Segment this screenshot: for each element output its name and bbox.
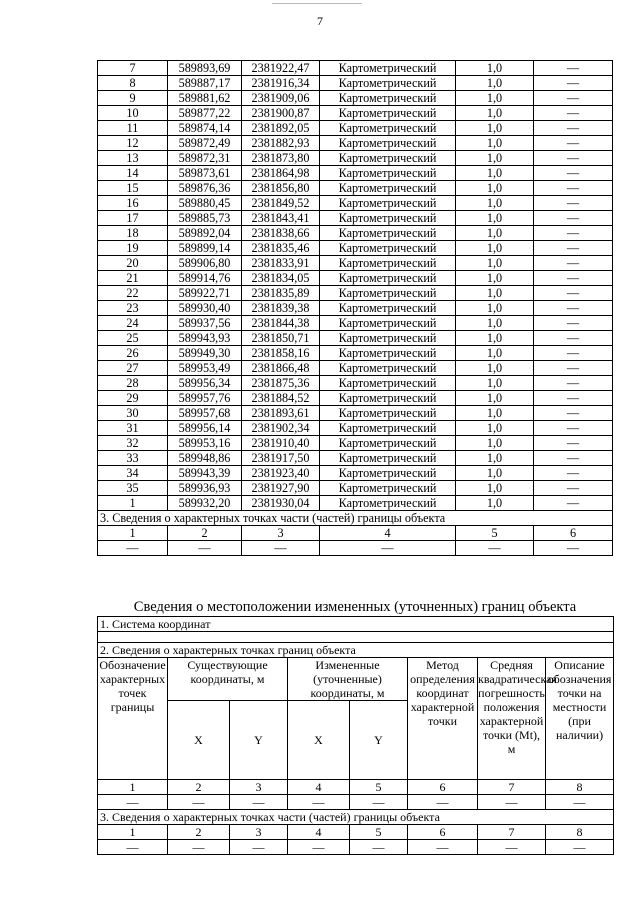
x-coordinate: 589877,22 [168, 106, 242, 121]
accuracy: 1,0 [456, 301, 534, 316]
description: — [534, 256, 613, 271]
accuracy: 1,0 [456, 151, 534, 166]
y-coordinate: 2381892,05 [242, 121, 320, 136]
s3-dash: — [320, 541, 456, 556]
description: — [534, 121, 613, 136]
y-coordinate: 2381902,34 [242, 421, 320, 436]
description: — [534, 151, 613, 166]
point-number: 22 [98, 286, 168, 301]
accuracy: 1,0 [456, 196, 534, 211]
b2-s3-dash: — [98, 840, 168, 855]
x-coordinate: 589880,45 [168, 196, 242, 211]
point-number: 21 [98, 271, 168, 286]
method: Картометрический [320, 151, 456, 166]
header-y-existing: Y [230, 701, 288, 780]
method: Картометрический [320, 406, 456, 421]
table-row [98, 196, 613, 211]
section3-title: 3. Сведения о характерных точках части (частей) границы объекта [98, 511, 613, 526]
y-coordinate: 2381835,46 [242, 241, 320, 256]
point-number: 34 [98, 466, 168, 481]
y-coordinate: 2381844,38 [242, 316, 320, 331]
coordinates-table-body [98, 61, 613, 511]
method: Картометрический [320, 436, 456, 451]
header-row [98, 658, 614, 701]
table-row [98, 241, 613, 256]
description: — [534, 346, 613, 361]
header-accuracy: Средняя квадратическая погрешность положения характерной точки (Mt), м [478, 658, 546, 780]
table-row [98, 181, 613, 196]
s3-num: 5 [456, 526, 534, 541]
b2-s3-num: 5 [350, 825, 408, 840]
y-coordinate: 2381849,52 [242, 196, 320, 211]
col-number: 2 [168, 780, 230, 795]
method: Картометрический [320, 211, 456, 226]
method: Картометрический [320, 466, 456, 481]
dash-cell: — [168, 795, 230, 810]
dash-cell: — [350, 795, 408, 810]
point-number: 29 [98, 391, 168, 406]
accuracy: 1,0 [456, 106, 534, 121]
point-number: 12 [98, 136, 168, 151]
s3-dash: — [168, 541, 242, 556]
description: — [534, 136, 613, 151]
header-existing-coords: Существующие координаты, м [168, 658, 288, 701]
accuracy: 1,0 [456, 61, 534, 76]
y-coordinate: 2381858,16 [242, 346, 320, 361]
y-coordinate: 2381923,40 [242, 466, 320, 481]
table-row [98, 406, 613, 421]
method: Картометрический [320, 361, 456, 376]
spacer-cell [98, 632, 614, 643]
changed-borders-title: Сведения о местоположении измененных (уточненных) границ объекта [133, 599, 577, 615]
point-number: 27 [98, 361, 168, 376]
x-coordinate: 589881,62 [168, 91, 242, 106]
method: Картометрический [320, 421, 456, 436]
x-coordinate: 589893,69 [168, 61, 242, 76]
description: — [534, 76, 613, 91]
point-number: 35 [98, 481, 168, 496]
method: Картометрический [320, 76, 456, 91]
table-row [98, 61, 613, 76]
method: Картометрический [320, 391, 456, 406]
table-row [98, 496, 613, 511]
b2-s3-num: 1 [98, 825, 168, 840]
x-coordinate: 589876,36 [168, 181, 242, 196]
point-number: 1 [98, 496, 168, 511]
x-coordinate: 589953,49 [168, 361, 242, 376]
method: Картометрический [320, 166, 456, 181]
description: — [534, 241, 613, 256]
y-coordinate: 2381909,06 [242, 91, 320, 106]
x-coordinate: 589957,68 [168, 406, 242, 421]
y-coordinate: 2381864,98 [242, 166, 320, 181]
dash-cell: — [546, 795, 614, 810]
point-number: 26 [98, 346, 168, 361]
b2-section3-title: 3. Сведения о характерных точках части (частей) границы объекта [98, 810, 614, 825]
y-coordinate: 2381910,40 [242, 436, 320, 451]
b2-s3-num: 8 [546, 825, 614, 840]
y-coordinate: 2381834,05 [242, 271, 320, 286]
y-coordinate: 2381917,50 [242, 451, 320, 466]
method: Картометрический [320, 241, 456, 256]
table-row [98, 331, 613, 346]
y-coordinate: 2381856,80 [242, 181, 320, 196]
header-y-changed: Y [350, 701, 408, 780]
header-changed-coords: Измененные (уточненные) координаты, м [288, 658, 408, 701]
y-coordinate: 2381882,93 [242, 136, 320, 151]
page-number: 7 [317, 14, 323, 28]
y-coordinate: 2381900,87 [242, 106, 320, 121]
description: — [534, 496, 613, 511]
dash-cell: — [408, 795, 478, 810]
s3-dash: — [534, 541, 613, 556]
s3-num: 2 [168, 526, 242, 541]
col-number: 4 [288, 780, 350, 795]
dash-cell: — [230, 795, 288, 810]
header-method: Метод определения координат характерной точки [408, 658, 478, 780]
spacer-row [98, 632, 614, 643]
x-coordinate: 589873,61 [168, 166, 242, 181]
x-coordinate: 589957,76 [168, 391, 242, 406]
y-coordinate: 2381873,80 [242, 151, 320, 166]
x-coordinate: 589932,20 [168, 496, 242, 511]
header-x-existing: X [168, 701, 230, 780]
description: — [534, 466, 613, 481]
changed-borders-table [97, 616, 614, 855]
y-coordinate: 2381839,38 [242, 301, 320, 316]
table-row [98, 376, 613, 391]
b2-s3-dash: — [168, 840, 230, 855]
table-row [98, 106, 613, 121]
accuracy: 1,0 [456, 76, 534, 91]
accuracy: 1,0 [456, 136, 534, 151]
method: Картометрический [320, 121, 456, 136]
point-number: 7 [98, 61, 168, 76]
description: — [534, 181, 613, 196]
b2-s3-dash: — [350, 840, 408, 855]
y-coordinate: 2381875,36 [242, 376, 320, 391]
method: Картометрический [320, 376, 456, 391]
accuracy: 1,0 [456, 391, 534, 406]
x-coordinate: 589922,71 [168, 286, 242, 301]
accuracy: 1,0 [456, 256, 534, 271]
top-rule [272, 3, 362, 4]
col-number: 7 [478, 780, 546, 795]
table-row [98, 361, 613, 376]
accuracy: 1,0 [456, 481, 534, 496]
table-row [98, 136, 613, 151]
method: Картометрический [320, 196, 456, 211]
accuracy: 1,0 [456, 376, 534, 391]
method: Картометрический [320, 136, 456, 151]
description: — [534, 91, 613, 106]
point-number: 23 [98, 301, 168, 316]
y-coordinate: 2381850,71 [242, 331, 320, 346]
s3-dash: — [456, 541, 534, 556]
x-coordinate: 589943,39 [168, 466, 242, 481]
b2-s3-dash: — [408, 840, 478, 855]
accuracy: 1,0 [456, 436, 534, 451]
section3-dash-row [98, 541, 613, 556]
method: Картометрический [320, 61, 456, 76]
accuracy: 1,0 [456, 271, 534, 286]
y-coordinate: 2381866,48 [242, 361, 320, 376]
table-row [98, 346, 613, 361]
accuracy: 1,0 [456, 211, 534, 226]
method: Картометрический [320, 181, 456, 196]
x-coordinate: 589872,31 [168, 151, 242, 166]
point-number: 17 [98, 211, 168, 226]
x-coordinate: 589956,14 [168, 421, 242, 436]
point-number: 9 [98, 91, 168, 106]
description: — [534, 391, 613, 406]
col-number: 3 [230, 780, 288, 795]
y-coordinate: 2381893,61 [242, 406, 320, 421]
point-number: 16 [98, 196, 168, 211]
section2-title: 2. Сведения о характерных точках границ объекта [98, 643, 614, 658]
dash-cell: — [98, 795, 168, 810]
b2-s3-num: 7 [478, 825, 546, 840]
description: — [534, 271, 613, 286]
x-coordinate: 589956,34 [168, 376, 242, 391]
coord-system-label: 1. Система координат [98, 617, 614, 632]
method: Картометрический [320, 226, 456, 241]
s3-dash: — [242, 541, 320, 556]
description: — [534, 196, 613, 211]
x-coordinate: 589887,17 [168, 76, 242, 91]
col-number: 5 [350, 780, 408, 795]
x-coordinate: 589872,49 [168, 136, 242, 151]
table-row [98, 451, 613, 466]
accuracy: 1,0 [456, 406, 534, 421]
accuracy: 1,0 [456, 181, 534, 196]
description: — [534, 61, 613, 76]
x-coordinate: 589949,30 [168, 346, 242, 361]
y-coordinate: 2381835,89 [242, 286, 320, 301]
description: — [534, 106, 613, 121]
accuracy: 1,0 [456, 91, 534, 106]
point-number: 8 [98, 76, 168, 91]
table-row [98, 301, 613, 316]
description: — [534, 481, 613, 496]
accuracy: 1,0 [456, 421, 534, 436]
accuracy: 1,0 [456, 316, 534, 331]
dash-row [98, 795, 614, 810]
accuracy: 1,0 [456, 226, 534, 241]
table-row [98, 121, 613, 136]
b2-s3-num: 6 [408, 825, 478, 840]
y-coordinate: 2381916,34 [242, 76, 320, 91]
accuracy: 1,0 [456, 346, 534, 361]
y-coordinate: 2381927,90 [242, 481, 320, 496]
table-row [98, 256, 613, 271]
b2-s3-num: 3 [230, 825, 288, 840]
header-point-designation: Обозначение характерных точек границы [98, 658, 168, 780]
b2-section3-title-row [98, 810, 614, 825]
numbers-row [98, 780, 614, 795]
table-row [98, 271, 613, 286]
method: Картометрический [320, 271, 456, 286]
table-row [98, 226, 613, 241]
x-coordinate: 589906,80 [168, 256, 242, 271]
x-coordinate: 589874,14 [168, 121, 242, 136]
section2-title-row [98, 643, 614, 658]
point-number: 14 [98, 166, 168, 181]
accuracy: 1,0 [456, 121, 534, 136]
s3-num: 1 [98, 526, 168, 541]
x-coordinate: 589943,93 [168, 331, 242, 346]
table-row [98, 436, 613, 451]
point-number: 33 [98, 451, 168, 466]
table-row [98, 151, 613, 166]
y-coordinate: 2381843,41 [242, 211, 320, 226]
point-number: 32 [98, 436, 168, 451]
method: Картометрический [320, 256, 456, 271]
b2-s3-dash: — [230, 840, 288, 855]
dash-cell: — [478, 795, 546, 810]
point-number: 13 [98, 151, 168, 166]
method: Картометрический [320, 286, 456, 301]
table-row [98, 211, 613, 226]
b2-s3-dash: — [546, 840, 614, 855]
description: — [534, 226, 613, 241]
point-number: 30 [98, 406, 168, 421]
method: Картометрический [320, 331, 456, 346]
accuracy: 1,0 [456, 331, 534, 346]
section3-title-row [98, 511, 613, 526]
description: — [534, 436, 613, 451]
method: Картометрический [320, 451, 456, 466]
x-coordinate: 589936,93 [168, 481, 242, 496]
b2-s3-dash: — [478, 840, 546, 855]
point-number: 18 [98, 226, 168, 241]
table-row [98, 421, 613, 436]
s3-num: 4 [320, 526, 456, 541]
y-coordinate: 2381838,66 [242, 226, 320, 241]
col-number: 8 [546, 780, 614, 795]
header-x-changed: X [288, 701, 350, 780]
x-coordinate: 589948,86 [168, 451, 242, 466]
x-coordinate: 589885,73 [168, 211, 242, 226]
x-coordinate: 589899,14 [168, 241, 242, 256]
b2-section3-numbers-row [98, 825, 614, 840]
b2-s3-num: 4 [288, 825, 350, 840]
table-row [98, 316, 613, 331]
b2-s3-num: 2 [168, 825, 230, 840]
point-number: 11 [98, 121, 168, 136]
b2-section3-dash-row [98, 840, 614, 855]
col-number: 6 [408, 780, 478, 795]
description: — [534, 286, 613, 301]
accuracy: 1,0 [456, 466, 534, 481]
accuracy: 1,0 [456, 241, 534, 256]
coord-system-row [98, 617, 614, 632]
description: — [534, 316, 613, 331]
s3-num: 6 [534, 526, 613, 541]
y-coordinate: 2381884,52 [242, 391, 320, 406]
table-row [98, 166, 613, 181]
description: — [534, 406, 613, 421]
table-row [98, 391, 613, 406]
accuracy: 1,0 [456, 286, 534, 301]
point-number: 31 [98, 421, 168, 436]
y-coordinate: 2381922,47 [242, 61, 320, 76]
b2-s3-dash: — [288, 840, 350, 855]
description: — [534, 376, 613, 391]
header-description: Описание обозначения точки на местности (при наличии) [546, 658, 614, 780]
point-number: 20 [98, 256, 168, 271]
col-number: 1 [98, 780, 168, 795]
x-coordinate: 589937,56 [168, 316, 242, 331]
method: Картометрический [320, 106, 456, 121]
x-coordinate: 589892,04 [168, 226, 242, 241]
table-row [98, 76, 613, 91]
table-row [98, 286, 613, 301]
point-number: 25 [98, 331, 168, 346]
x-coordinate: 589930,40 [168, 301, 242, 316]
x-coordinate: 589953,16 [168, 436, 242, 451]
point-number: 28 [98, 376, 168, 391]
accuracy: 1,0 [456, 361, 534, 376]
accuracy: 1,0 [456, 166, 534, 181]
method: Картометрический [320, 481, 456, 496]
accuracy: 1,0 [456, 496, 534, 511]
point-number: 24 [98, 316, 168, 331]
y-coordinate: 2381930,04 [242, 496, 320, 511]
s3-num: 3 [242, 526, 320, 541]
s3-dash: — [98, 541, 168, 556]
coordinates-table [97, 60, 613, 556]
y-coordinate: 2381833,91 [242, 256, 320, 271]
method: Картометрический [320, 316, 456, 331]
description: — [534, 421, 613, 436]
description: — [534, 451, 613, 466]
table-row [98, 481, 613, 496]
point-number: 15 [98, 181, 168, 196]
method: Картометрический [320, 346, 456, 361]
x-coordinate: 589914,76 [168, 271, 242, 286]
description: — [534, 331, 613, 346]
description: — [534, 166, 613, 181]
method: Картометрический [320, 496, 456, 511]
description: — [534, 211, 613, 226]
method: Картометрический [320, 301, 456, 316]
description: — [534, 361, 613, 376]
section3-numbers-row [98, 526, 613, 541]
table-row [98, 466, 613, 481]
point-number: 19 [98, 241, 168, 256]
method: Картометрический [320, 91, 456, 106]
description: — [534, 301, 613, 316]
dash-cell: — [288, 795, 350, 810]
point-number: 10 [98, 106, 168, 121]
table-row [98, 91, 613, 106]
accuracy: 1,0 [456, 451, 534, 466]
